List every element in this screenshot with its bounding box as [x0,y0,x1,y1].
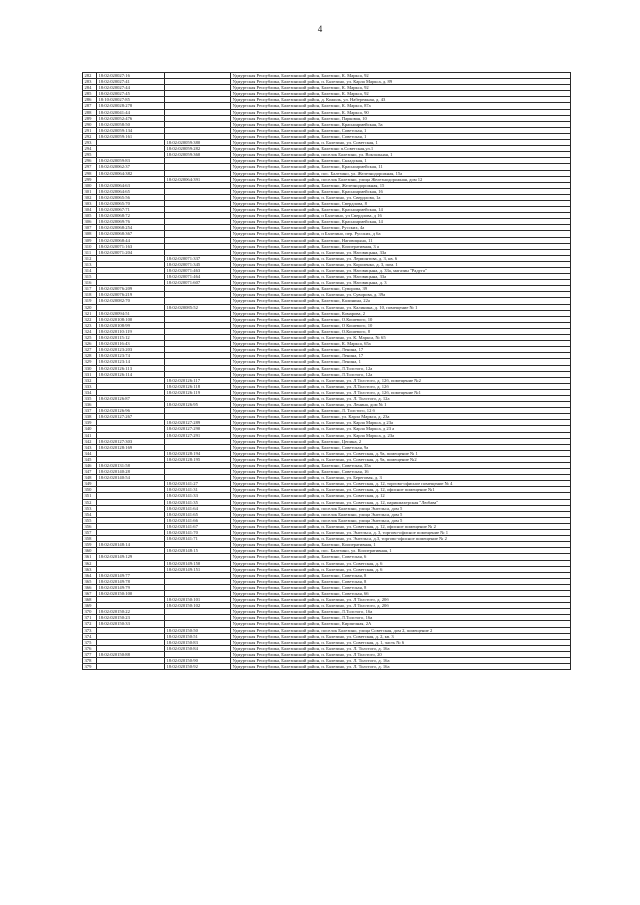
building-cadastral-number-cell: 18:02:020141:67 [165,523,231,529]
row-number-cell: 350 [83,487,97,493]
row-number-cell: 343 [83,444,97,450]
land-cadastral-number-cell: 18:02:020150:22 [97,609,165,615]
row-number-cell: 289 [83,115,97,121]
land-cadastral-number-cell: 18:02:020140:54 [97,475,165,481]
address-cell: Удмуртская Республика, Балезинский район, Балезино, Свердлова, 8 [231,200,571,206]
building-cadastral-number-cell: 18:02:020126:118 [165,383,231,389]
address-cell: Удмуртская Республика, Балезинский район, п. Балезино, ул. К. Маркса, № 65 [231,335,571,341]
building-cadastral-number-cell: 18:02:020059:360 [165,152,231,158]
land-cadastral-number-cell: 18:02:020150:88 [97,651,165,657]
address-cell: Удмуртская Республика, Балезинский район, Балезино, Л. Толстого, 12 б [231,408,571,414]
building-cadastral-number-cell: 18:02:020126:117 [165,377,231,383]
address-cell: Удмуртская Республика, Балезинский район, п. Балезино, ул. Карла Маркса, д. 23а [231,432,571,438]
row-number-cell: 322 [83,316,97,322]
land-cadastral-number-cell: 18:02:020062:37 [97,164,165,170]
land-cadastral-number-cell: 18:02:020131:58 [97,463,165,469]
land-cadastral-number-cell: 18:02:020115:12 [97,335,165,341]
address-cell: Удмуртская Республика, Балезинский район, Балезино, Цепина, 2 [231,438,571,444]
address-cell: Удмуртская Республика, Балезинский район, п. Балезино, ул. Советская, д. 1, часть № 6 [231,639,571,645]
building-cadastral-number-cell: 18:02:020141:65 [165,511,231,517]
address-cell: Удмуртская Республика, Балезинский район, поселок Балезино, улица Энгельса, дом 5 [231,505,571,511]
row-number-cell: 371 [83,615,97,621]
address-cell: Удмуртская Республика, Балезинский район, поселок Балезино, улица Энгельса, дом 5 [231,511,571,517]
row-number-cell: 318 [83,292,97,298]
row-number-cell: 323 [83,322,97,328]
land-cadastral-number-cell: 18:02:020071:204 [97,249,165,255]
land-cadastral-number-cell: 18:02:020127:303 [97,438,165,444]
land-cadastral-number-cell: 18:02:020108:100 [97,316,165,322]
building-cadastral-number-cell: 18:02:020141:35 [165,499,231,505]
land-cadastral-number-cell: 18:02:020068:367 [97,231,165,237]
address-cell: Удмуртская Республика, Балезинский район, п. Балезино, ул. Л. Толстого, д. 12а [231,395,571,401]
row-number-cell: 368 [83,597,97,603]
address-cell: Удмуртская Республика, Балезинский район, п. Балезино, ул. Советская, д. 12 [231,493,571,499]
row-number-cell: 337 [83,408,97,414]
address-cell: Удмуртская Республика, Балезинский район, Балезино, Красноармейская, 5а [231,121,571,127]
row-number-cell: 288 [83,109,97,115]
land-cadastral-number-cell: 18:02:020068:72 [97,213,165,219]
row-number-cell: 363 [83,566,97,572]
row-number-cell: 310 [83,243,97,249]
address-cell: Удмуртская Республика, Балезинский район, Балезино, Кооперативная, 1 [231,542,571,548]
address-cell: Удмуртская Республика, Балезинский район, п. Балезино, ул. Советская, д. 12, парикмахерская "Любава" [231,499,571,505]
land-cadastral-number-cell: 18:02:020123:203 [97,347,165,353]
land-cadastral-number-cell: 18:02:020128:169 [97,444,165,450]
building-cadastral-number-cell: 18:02:020150:50 [165,627,231,633]
row-number-cell: 302 [83,194,97,200]
row-number-cell: 348 [83,475,97,481]
row-number-cell: 294 [83,146,97,152]
address-cell: Удмуртская Республика, Балезинский район, п. Балезино, ул. Л Толстого, д. 20б [231,597,571,603]
building-cadastral-number-cell: 18:02:020141:71 [165,536,231,542]
row-number-cell: 297 [83,164,97,170]
address-cell: Удмуртская Республика, Балезинский район, Балезино, Красноармейская, 14 [231,207,571,213]
row-number-cell: 309 [83,237,97,243]
address-cell: Удмуртская Республика, Балезинский район, п. Балезино, ул. Наговицына, д. 3 [231,280,571,286]
address-cell: Удмуртская Республика, Балезинский район, Балезино, Советская, 6 [231,554,571,560]
row-number-cell: 308 [83,231,97,237]
building-cadastral-number-cell: 18:02:020149:151 [165,566,231,572]
land-cadastral-number-cell: 18:02:020149:129 [97,554,165,560]
row-number-cell: 301 [83,188,97,194]
address-cell: Удмуртская Республика, Балезинский район, п. Балезино, ул. Советская, д. 12, офисное помещение №1 [231,487,571,493]
row-number-cell: 336 [83,402,97,408]
row-number-cell: 291 [83,127,97,133]
row-number-cell: 377 [83,651,97,657]
address-cell: Удмуртская Республика, Балезинский район, п. Балезино, ул. Калинина, д. 10, помещение № 1 [231,304,571,310]
register-table [82,72,571,670]
row-number-cell: 325 [83,335,97,341]
address-cell: Удмуртская Республика, Балезинский район, п. Балезино, ул. Советская, д. 12, офисное помещение № 2 [231,523,571,529]
row-number-cell: 284 [83,85,97,91]
row-number-cell: 300 [83,182,97,188]
address-cell: Удмуртская Республика, Балезинский район, п. Балезино, ул. Карла Маркса, д. 89 [231,79,571,85]
row-number-cell: 299 [83,176,97,182]
address-cell: Удмуртская Республика, Балезинский район, Балезино, О Кошевого, 10 [231,322,571,328]
address-cell: Удмуртская Республика, Балезинский район, Балезино, Советская, 8 [231,578,571,584]
address-cell: Удмуртская Республика, Балезинский район, Балезино, Советская, 1 [231,127,571,133]
address-cell: Удмуртская Республика, Балезинский район, Балезино, Красноармейская, 16 [231,188,571,194]
land-cadastral-number-cell: 18:02:020067:71 [97,207,165,213]
row-number-cell: 364 [83,572,97,578]
address-cell: Удмуртская Республика, Балезинский район, Балезино, Русских, 4а [231,225,571,231]
row-number-cell: 358 [83,536,97,542]
address-cell: Удмуртская Республика, Балезинский район, п Балезино, пер. Русских, д 6а [231,231,571,237]
row-number-cell: 304 [83,207,97,213]
address-cell: Удмуртская Республика, Балезинский район, поселок Балезино, улица Энгельса, дом 5 [231,517,571,523]
row-number-cell: 347 [83,469,97,475]
row-number-cell: 349 [83,481,97,487]
building-cadastral-number-cell: 18:02:020064:391 [165,176,231,182]
land-cadastral-number-cell: 18:02:020064:382 [97,170,165,176]
land-cadastral-number-cell: 18:02:020126:96 [97,408,165,414]
row-number-cell: 365 [83,578,97,584]
row-number-cell: 353 [83,505,97,511]
address-cell: Удмуртская Республика, Балезинский район, п. Балезино, ул. Советская, д. 9а, помещение № 1 [231,450,571,456]
building-cadastral-number-cell: 18:02:020128:194 [165,450,231,456]
address-cell: Удмуртская Республика, Балезинский район, п. Балезино, ул. Советская, д. 6 [231,566,571,572]
building-cadastral-number-cell: 18:02:020141:27 [165,481,231,487]
row-number-cell: 342 [83,438,97,444]
address-cell: Удмуртская Республика, Балезинский район, Балезино, ул. Карла Маркса, д. 23а [231,414,571,420]
land-cadastral-number-cell: 18:02:020041:44 [97,109,165,115]
row-number-cell: 374 [83,633,97,639]
row-number-cell: 316 [83,280,97,286]
land-cadastral-number-cell: 18:02:020150:33 [97,621,165,627]
land-cadastral-number-cell: 18:02:020027:44 [97,85,165,91]
land-cadastral-number-cell: 18:02:020068:44 [97,237,165,243]
building-cadastral-number-cell: 18:02:020150:83 [165,639,231,645]
address-cell: Удмуртская Республика, Балезинский район, Балезино, О.Кошевого, 10 [231,316,571,322]
address-cell: Удмуртская Республика, Балезинский район, п. Балезино, ул. Советская, д. 9а, помещение №2 [231,456,571,462]
land-cadastral-number-cell: 18:02:020150:100 [97,590,165,596]
land-cadastral-number-cell: 18:02:020149:79 [97,584,165,590]
address-cell: Удмуртская Республика, Балезинский район, Балезино, Красноармейская, 11 [231,164,571,170]
row-number-cell: 378 [83,658,97,664]
address-cell: Удмуртская Республика, Балезинский район, п. Балезино, ул. Лермонтова, д. 3, кв. 6 [231,255,571,261]
building-cadastral-number-cell: 18:02:020071:337 [165,255,231,261]
address-cell: Удмуртская Республика, Балезинский район, Балезино, Калинина, 22а [231,298,571,304]
row-number-cell: 328 [83,353,97,359]
building-cadastral-number-cell: 18:02:020150:90 [165,658,231,664]
land-cadastral-number-cell: 18:02:020027:45 [97,91,165,97]
row-number-cell: 372 [83,621,97,627]
land-cadastral-number-cell: 18:02:020027:16 [97,73,165,79]
address-cell: Удмуртская Республика, Балезинский район, Балезино, Л.Толстого, 16а [231,615,571,621]
address-cell: Удмуртская Республика, Балезинский район, п. Балезино, ул. Л. Толстого, д. 16а [231,658,571,664]
building-cadastral-number-cell: 18:02:020150:101 [165,597,231,603]
address-cell: Удмуртская Республика, Балезинский район, Балезино, К. Маркса, 92 [231,91,571,97]
address-cell: Удмуртская Республика, Балезинский район, Балезино, К. Маркса, 92 [231,73,571,79]
building-cadastral-number-cell: 18:02:020141:31 [165,487,231,493]
address-cell: Удмуртская Республика, Балезинский район, Балезино, Л.Толстого, 12а [231,371,571,377]
row-number-cell: 314 [83,268,97,274]
land-cadastral-number-cell: 18:02:020065:56 [97,194,165,200]
building-cadastral-number-cell: 18:02:020150:102 [165,603,231,609]
page-number: 4 [317,24,323,34]
row-number-cell: 333 [83,383,97,389]
row-number-cell: 338 [83,414,97,420]
row-number-cell: 315 [83,274,97,280]
address-cell: Удмуртская Республика, Балезинский район, п Балезино, ул Свердлова, д 16 [231,213,571,219]
row-number-cell: 331 [83,371,97,377]
address-cell: Удмуртская Республика, Балезинский район, п. Балезино, ул. Карла Маркса, д 23а [231,420,571,426]
building-cadastral-number-cell: 18:02:020071:463 [165,268,231,274]
land-cadastral-number-cell: 18:02:020068:254 [97,225,165,231]
address-cell: Удмуртская Республика, Балезинский район, Балезино, Советская, 16 [231,469,571,475]
row-number-cell: 292 [83,133,97,139]
address-cell: Удмуртская Республика, Балезинский район, п. Балезино, ул. Л.Толстого, д. 12б [231,383,571,389]
address-cell: Удмуртская Республика, Балезинский район, п. Балезино, ул. Советская, д. 12, торгово-офисное помещение № 4 [231,481,571,487]
row-number-cell: 306 [83,219,97,225]
address-cell: Удмуртская Республика, Балезинский район, п. Балезино, ул. Л Толстого, д. 12б, помещение №2 [231,377,571,383]
row-number-cell: 285 [83,91,97,97]
building-cadastral-number-cell: 18:02:020127:290 [165,426,231,432]
address-cell: Удмуртская Республика, Балезинский район, Балезино, К. Маркса, 92 [231,85,571,91]
address-cell: Удмуртская Республика, Балезинский район, Балезино п.Советская,ул.1 [231,146,571,152]
row-number-cell: 313 [83,261,97,267]
land-cadastral-number-cell: 18:02:020108:99 [97,322,165,328]
building-cadastral-number-cell: 18:02:020150:84 [165,645,231,651]
land-cadastral-number-cell: 18:02:020126:113 [97,365,165,371]
row-number-cell: 351 [83,493,97,499]
address-cell: Удмуртская Республика, Балезинский район, поселок Балезино, улица Советская, дом 2, помещение 2 [231,627,571,633]
land-cadastral-number-cell: 18:02:020149:77 [97,572,165,578]
row-number-cell: 341 [83,432,97,438]
row-number-cell: 330 [83,365,97,371]
address-cell: Удмуртская Республика, Балезинский район, Балезино, Суворова, 39 [231,286,571,292]
address-cell: Удмуртская Республика, Балезинский район, пос. Балезино, ул. Железнодорожная, 15а [231,170,571,176]
building-cadastral-number-cell: 18:02:020149:150 [165,560,231,566]
address-cell: Удмуртская Республика, Балезинский район, Балезино, Комарова, 2 [231,310,571,316]
address-cell: Удмуртская Республика, Балезинский район, п. Балезино, ул. Береговая, д. 3 [231,475,571,481]
row-number-cell: 369 [83,603,97,609]
land-cadastral-number-cell: 18:02:020076:219 [97,292,165,298]
row-number-cell: 303 [83,200,97,206]
address-cell: Удмуртская Республика, Балезинский район, Балезино, К. Маркса, 87а [231,103,571,109]
building-cadastral-number-cell: 18:02:020141:70 [165,530,231,536]
land-cadastral-number-cell: 18:02:020126:114 [97,371,165,377]
address-cell: Удмуртская Республика, Балезинский район, Балезино, Советская, 1 [231,133,571,139]
row-number-cell: 344 [83,450,97,456]
land-cadastral-number-cell: 18:02:020123:74 [97,353,165,359]
address-cell: Удмуртская Республика, Балезинский район, Балезино, Складская, 1 [231,158,571,164]
land-cadastral-number-cell: 18:02:020059:83 [97,158,165,164]
land-cadastral-number-cell: 18:02:020059:134 [97,127,165,133]
land-cadastral-number-cell: 18:10:020027:85 [97,97,165,103]
row-number-cell: 345 [83,456,97,462]
land-cadastral-number-cell: 18:02:020059:161 [97,133,165,139]
row-number-cell: 375 [83,639,97,645]
address-cell: Удмуртская Республика, Балезинский район, п. Балезино, ул. Энгельса, д.3, торгово-офисное помещение № 2 [231,536,571,542]
address-cell: Удмуртская Республика, Балезинский район, п. Балезино, ул. Наговицына, д. 33а, магазин "Радуга" [231,268,571,274]
building-cadastral-number-cell: 18:02:020126:95 [165,402,231,408]
row-number-cell: 283 [83,79,97,85]
row-number-cell: 360 [83,548,97,554]
land-cadastral-number-cell: 18:02:020064:63 [97,182,165,188]
land-cadastral-number-cell: 18:02:020069:76 [97,219,165,225]
address-cell: Удмуртская Республика, Балезинский район, поселок Балезино, ул. Вокзальная, 1 [231,152,571,158]
building-cadastral-number-cell: 18:02:020059:380 [165,140,231,146]
row-number-cell: 327 [83,347,97,353]
row-number-cell: 354 [83,511,97,517]
row-number-cell: 317 [83,286,97,292]
row-number-cell: 290 [83,121,97,127]
land-cadastral-number-cell: 18:02:020148:14 [97,542,165,548]
building-cadastral-number-cell: 18:02:020127:291 [165,432,231,438]
row-number-cell: 362 [83,560,97,566]
row-number-cell: 367 [83,590,97,596]
row-number-cell: 311 [83,249,97,255]
address-cell: Удмуртская Республика, Балезинский район, п. Балезино, ул. Советская, д. 6 [231,560,571,566]
address-cell: Удмуртская Республика, Балезинский район, Балезино, Ленина, 1 [231,359,571,365]
building-cadastral-number-cell: 18:02:020128:195 [165,456,231,462]
address-cell: Удмуртская Республика, Балезинский район, п. Балезино, ул. Л. Толстого, д. 16а [231,645,571,651]
land-cadastral-number-cell: 18:02:020082:70 [97,298,165,304]
building-cadastral-number-cell: 18:02:020059:282 [165,146,231,152]
land-cadastral-number-cell [97,664,165,670]
address-cell: Удмуртская Республика, Балезинский район, п. Балезино, ул. Л Толстого, д. 12б, помещение №1 [231,389,571,395]
land-cadastral-number-cell: 18:02:020064:65 [97,188,165,194]
row-number-cell: 296 [83,158,97,164]
land-cadastral-number-cell: 18:02:020116:43 [97,341,165,347]
row-number-cell: 312 [83,255,97,261]
row-number-cell: 298 [83,170,97,176]
table-row [83,664,571,670]
building-cadastral-number-cell: 18:02:020150:92 [165,664,231,670]
land-cadastral-number-cell: 18:02:020065:70 [97,200,165,206]
row-number-cell: 366 [83,584,97,590]
address-cell: Удмуртская Республика, Балезинский район, Балезино, Ленина, 17 [231,347,571,353]
address-cell: Удмуртская Республика, Балезинский район, Балезино, О.Кошевого, 8 [231,328,571,334]
address-cell: Удмуртская Республика, Балезинский район, п. Балезино, ул. Свердлова, 1а [231,194,571,200]
building-cadastral-number-cell: 18:02:020126:119 [165,389,231,395]
building-cadastral-number-cell: 18:02:020071:345 [165,261,231,267]
row-number-cell: 287 [83,103,97,109]
address-cell: Удмуртская Республика, Балезинский район, п. Балезино, ул. Ленина, дом № 1 [231,402,571,408]
row-number-cell: 307 [83,225,97,231]
row-number-cell: 335 [83,395,97,401]
address-cell: Удмуртская Республика, Балезинский район, поселок Балезино, улица Железнодорожная, дом 12 [231,176,571,182]
row-number-cell: 305 [83,213,97,219]
address-cell: Удмуртская Республика, Балезинский район, п. Балезино, ул. Наговицына, 33а [231,249,571,255]
register-body [83,73,571,670]
land-cadastral-number-cell: 18:02:020110:119 [97,328,165,334]
land-cadastral-number-cell: 18:02:020150:23 [97,615,165,621]
row-number-cell: 359 [83,542,97,548]
row-number-cell: 326 [83,341,97,347]
address-cell: Удмуртская Республика, Балезинский район, п. Балезино, ул. Суворова, д. 39а [231,292,571,298]
address-cell: Удмуртская Республика, Балезинский район, Балезино, Наговицына, 11 [231,237,571,243]
row-number-cell: 370 [83,609,97,615]
land-cadastral-number-cell: 18:02:020126:87 [97,395,165,401]
address-cell: Удмуртская Республика, Балезинский район, Балезино, Л.Толстого, 16а [231,609,571,615]
address-cell: Удмуртская Республика, Балезинский район, п. Балезино, ул. Энгельса, д. 3, торгово-офисное помещение № 1 [231,530,571,536]
address-cell: Удмуртская Республика, Балезинский район, Балезино, Советская, 9а [231,444,571,450]
address-cell: Удмуртская Республика, Балезинский район, п. Балезино, ул. Советская, д. 2, кв. 3 [231,633,571,639]
row-number-cell: 373 [83,627,97,633]
row-number-cell: 321 [83,310,97,316]
row-number-cell: 286 [83,97,97,103]
land-cadastral-number-cell: 18:02:020071:163 [97,243,165,249]
land-cadastral-number-cell: 18:02:020052:476 [97,115,165,121]
address-cell: Удмуртская Республика, Балезинский район, пос. Балезино, ул. Кооперативная, 1 [231,548,571,554]
land-cadastral-number-cell: 18:02:020123:14 [97,359,165,365]
building-cadastral-number-cell: 18:02:020148:15 [165,548,231,554]
address-cell: Удмуртская Республика, Балезинский район, п. Балезино, ул. Советская, 1 [231,140,571,146]
address-cell: Удмуртская Республика, Балезинский район, Балезино, Парковая, 10 [231,115,571,121]
address-cell: Удмуртская Республика, Балезинский район, Балезино, Советская, 8 [231,572,571,578]
address-cell: Удмуртская Республика, Балезинский район, п. Балезино, ул. Л Толстого, 20 [231,651,571,657]
row-number-cell: 293 [83,140,97,146]
row-number-cell: 334 [83,389,97,395]
address-cell: Удмуртская Республика, Балезинский район, Балезино, Советская, 35а [231,463,571,469]
building-cadastral-number-cell: 18:02:020141:33 [165,493,231,499]
row-number-cell: 379 [83,664,97,670]
building-cadastral-number-cell: 18:02:020127:289 [165,420,231,426]
row-number-cell: 355 [83,517,97,523]
address-cell: Удмуртская Республика, Балезинский район, Балезино, Кирпичная, 2А [231,621,571,627]
land-cadastral-number-cell: 18:02:020140:28 [97,469,165,475]
address-cell: Удмуртская Республика, Балезинский район, Балезино, Кооперативная, 3 а [231,243,571,249]
building-cadastral-number-cell: 18:02:020085:52 [165,304,231,310]
row-number-cell: 295 [83,152,97,158]
address-cell: Удмуртская Республика, Балезинский район, Балезино, К. Маркса, 65а [231,341,571,347]
land-cadastral-number-cell: 18:02:020127:267 [97,414,165,420]
row-number-cell: 282 [83,73,97,79]
row-number-cell: 332 [83,377,97,383]
row-number-cell: 329 [83,359,97,365]
address-cell: Удмуртская Республика, Балезинский район, Балезино, К. Маркса, 90 [231,109,571,115]
address-cell: Удмуртская Республика, Балезинский район, Балезино, Красноармейская, 14 [231,219,571,225]
address-cell: Удмуртская Республика, Балезинский район, п. Балезино, ул. Наговицына, 33а [231,274,571,280]
land-cadastral-number-cell: 18:02:020149:78 [97,578,165,584]
building-cadastral-number-cell: 18:02:020141:64 [165,505,231,511]
address-cell: Удмуртская Республика, Балезинский район, Балезино, Советская, 8 [231,584,571,590]
land-cadastral-number-cell: 18:02:020094:51 [97,310,165,316]
land-cadastral-number-cell: 18:02:020027:41 [97,79,165,85]
address-cell: Удмуртская Республика, Балезинский район, д. Кожиль, ул. Набережная, д. 43 [231,97,571,103]
building-cadastral-number-cell: 18:02:020071:464 [165,274,231,280]
address-cell: Удмуртская Республика, Балезинский район, п. Балезино, ул. Л Толстого, д. 20б [231,603,571,609]
row-number-cell: 376 [83,645,97,651]
address-cell: Удмуртская Республика, Балезинский район, Балезино, Советская, 66 [231,590,571,596]
row-number-cell: 324 [83,328,97,334]
row-number-cell: 319 [83,298,97,304]
row-number-cell: 320 [83,304,97,310]
row-number-cell: 346 [83,463,97,469]
address-cell: Удмуртская Республика, Балезинский район, Балезино, Л.Толстого, 12а [231,365,571,371]
land-cadastral-number-cell: 18:02:020076:209 [97,286,165,292]
row-number-cell: 356 [83,523,97,529]
address-cell: Удмуртская Республика, Балезинский район, п. Балезино, ул. Карла Маркса, д 23 а [231,426,571,432]
building-cadastral-number-cell: 18:02:020150:51 [165,633,231,639]
row-number-cell: 352 [83,499,97,505]
row-number-cell: 357 [83,530,97,536]
address-cell: Удмуртская Республика, Балезинский район, п. Балезино, ул. Короленко, д. 3, пом. 1 [231,261,571,267]
land-cadastral-number-cell: 18:02:020058:50 [97,121,165,127]
row-number-cell: 340 [83,426,97,432]
row-number-cell: 361 [83,554,97,560]
building-cadastral-number-cell: 18:02:020071:607 [165,280,231,286]
address-cell: Удмуртская Республика, Балезинский район, Балезино, Железнодорожная, 15 [231,182,571,188]
address-cell: Удмуртская Республика, Балезинский район, п. Балезино, ул. Л. Толстого, д. 16а [231,664,571,670]
land-cadastral-number-cell: 18:02:020028:278 [97,103,165,109]
row-number-cell: 339 [83,420,97,426]
address-cell: Удмуртская Республика, Балезинский район, Балезино, Ленина, 17 [231,353,571,359]
building-cadastral-number-cell: 18:02:020141:66 [165,517,231,523]
